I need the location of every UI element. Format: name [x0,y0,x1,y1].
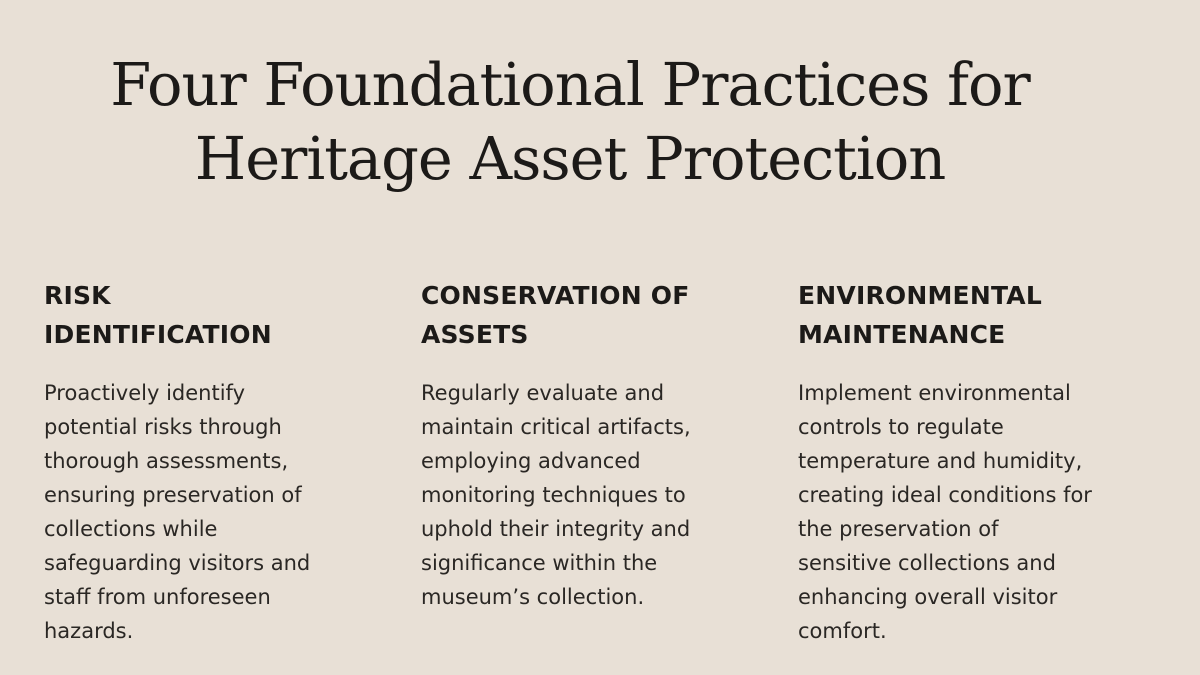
practice-description: Proactively identify potential risks through thorough assessments, ensuring preservation of collections while safeguarding visitors and staff from unforeseen hazards. [44,381,311,643]
practice-column-conservation-of-assets [421,276,721,614]
practice-heading: CONSERVATION OF ASSETS [421,281,690,349]
practice-heading: RISK IDENTIFICATION [44,281,272,349]
practice-description: Regularly evaluate and maintain critical artifacts, employing advanced monitoring techniques to uphold their integrity and significance within the museum’s collection. [421,381,691,609]
slide-title: Four Foundational Practices for Heritage Asset Protection [110,50,1030,193]
practice-column-environmental-maintenance [798,276,1098,648]
practice-column-risk-identification [44,276,344,648]
practice-description: Implement environmental controls to regulate temperature and humidity, creating ideal conditions for the preservation of sensitive collections and enhancing overall visitor comfort. [798,381,1092,643]
practice-heading: ENVIRONMENTAL MAINTENANCE [798,281,1042,349]
